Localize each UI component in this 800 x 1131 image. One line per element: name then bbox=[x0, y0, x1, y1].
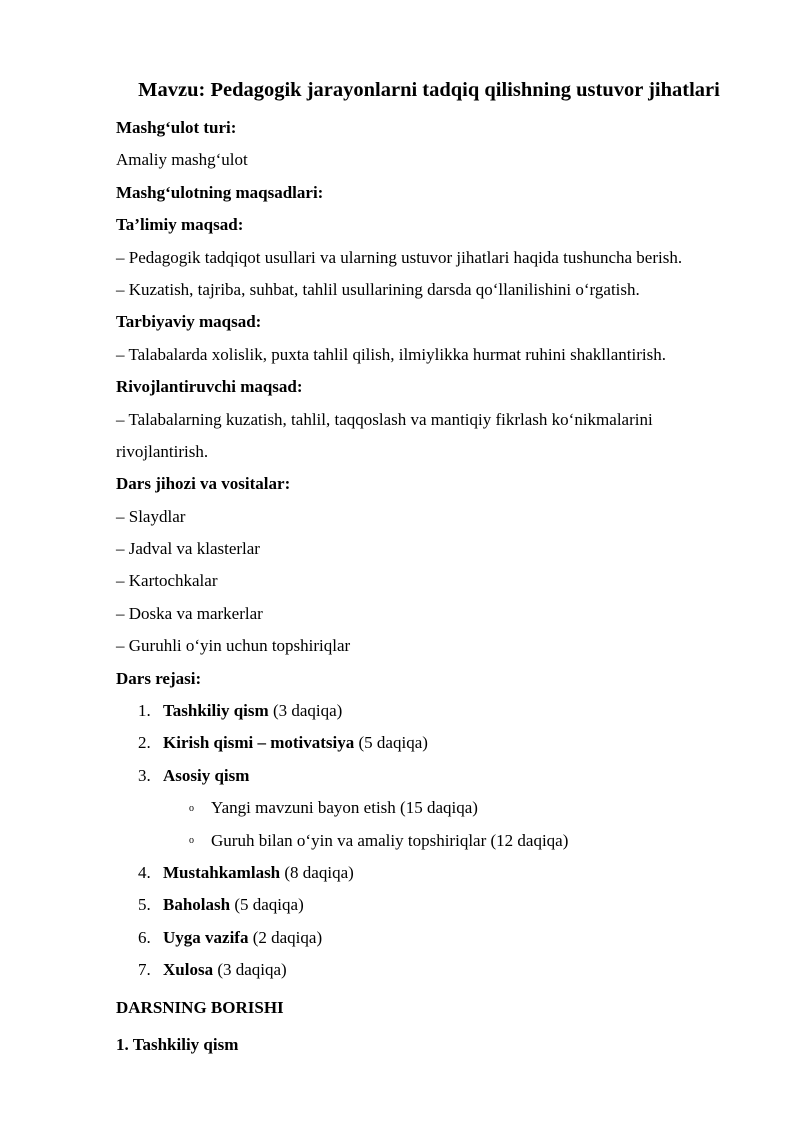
equipment-item: – Guruhli o‘yin uchun topshiriqlar bbox=[116, 636, 351, 656]
plan-subitem bbox=[116, 792, 756, 824]
plan-item-time: (3 daqiqa) bbox=[213, 960, 287, 980]
plan-item-title: Uyga vazifa bbox=[163, 927, 249, 947]
plan-item bbox=[116, 889, 756, 921]
circle-bullet-icon: o bbox=[189, 803, 194, 815]
educational-goal-heading: Ta’limiy maqsad: bbox=[116, 215, 244, 235]
plan-item-number: 7. bbox=[138, 960, 151, 980]
equipment-item: – Slaydlar bbox=[116, 506, 186, 526]
circle-bullet-icon: o bbox=[189, 835, 194, 847]
section-1-heading: 1. Tashkiliy qism bbox=[116, 1034, 239, 1054]
page-title: Mavzu: Pedagogik jarayonlarni tadqiq qilishning ustuvor jihatlari bbox=[138, 79, 720, 101]
equipment-item: – Kartochkalar bbox=[116, 571, 218, 591]
plan-item-title: Asosiy qism bbox=[163, 765, 250, 785]
lesson-type-heading: Mashg‘ulot turi: bbox=[116, 118, 237, 137]
plan-item-time: (3 daqiqa) bbox=[268, 701, 343, 721]
equipment-item: – Jadval va klasterlar bbox=[116, 539, 260, 559]
plan-item-title: Mustahkamlash bbox=[163, 862, 281, 882]
plan-item-number: 1. bbox=[138, 701, 151, 721]
process-heading-text: DARSNING BORISHI bbox=[116, 997, 284, 1017]
plan-item-number: 4. bbox=[138, 862, 151, 882]
plan-item bbox=[116, 727, 756, 759]
process-heading bbox=[116, 992, 756, 1024]
developmental-goal-text: – Talabalarning kuzatish, tahlil, taqqoslash va mantiqiy fikrlash ko‘nikmalarini bbox=[116, 409, 653, 429]
plan-item bbox=[116, 760, 756, 792]
plan-item bbox=[116, 857, 756, 889]
plan-item-time: (5 daqiqa) bbox=[230, 895, 304, 915]
plan-item bbox=[116, 922, 756, 954]
plan-item-time: (2 daqiqa) bbox=[248, 927, 323, 947]
plan-subitem-text: Guruh bilan o‘yin va amaliy topshiriqlar (12 daqiqa) bbox=[211, 830, 569, 850]
plan-item-title: Xulosa bbox=[163, 960, 214, 980]
upbringing-goal-item: – Talabalarda xolislik, puxta tahlil qilish, ilmiylikka hurmat ruhini shakllantirish. bbox=[116, 344, 666, 364]
plan-item-time: (8 daqiqa) bbox=[280, 862, 354, 882]
equipment-heading: Dars jihozi va vositalar: bbox=[116, 474, 291, 494]
document-body bbox=[116, 112, 756, 1061]
plan-heading: Dars rejasi: bbox=[116, 668, 202, 688]
developmental-goal-heading: Rivojlantiruvchi maqsad: bbox=[116, 377, 303, 397]
plan-item-title: Kirish qismi – motivatsiya bbox=[163, 733, 355, 753]
plan-item bbox=[116, 954, 756, 986]
plan-subitem-text: Yangi mavzuni bayon etish (15 daqiqa) bbox=[211, 798, 478, 818]
educational-goal-item: – Pedagogik tadqiqot usullari va ularning ustuvor jihatlari haqida tushuncha berish. bbox=[116, 247, 683, 267]
lesson-type-value: Amaliy mashg‘ulot bbox=[116, 150, 248, 170]
plan-item-time: (5 daqiqa) bbox=[354, 733, 428, 753]
goals-heading: Mashg‘ulotning maqsadlari: bbox=[116, 182, 324, 202]
plan-subitem bbox=[116, 825, 756, 857]
plan-item-title: Tashkiliy qism bbox=[163, 701, 269, 721]
plan-item-number: 2. bbox=[138, 733, 151, 753]
plan-item-number: 6. bbox=[138, 927, 151, 947]
plan-item-title: Baholash bbox=[163, 895, 231, 915]
equipment-item: – Doska va markerlar bbox=[116, 603, 263, 623]
upbringing-goal-heading: Tarbiyaviy maqsad: bbox=[116, 312, 262, 332]
educational-goal-item: – Kuzatish, tajriba, suhbat, tahlil usullarining darsda qo‘llanilishini o‘rgatish. bbox=[116, 279, 640, 299]
plan-item-number: 3. bbox=[138, 765, 151, 785]
developmental-goal-text-cont: rivojlantirish. bbox=[116, 441, 209, 461]
plan-item-number: 5. bbox=[138, 895, 151, 915]
plan-item bbox=[116, 695, 756, 727]
